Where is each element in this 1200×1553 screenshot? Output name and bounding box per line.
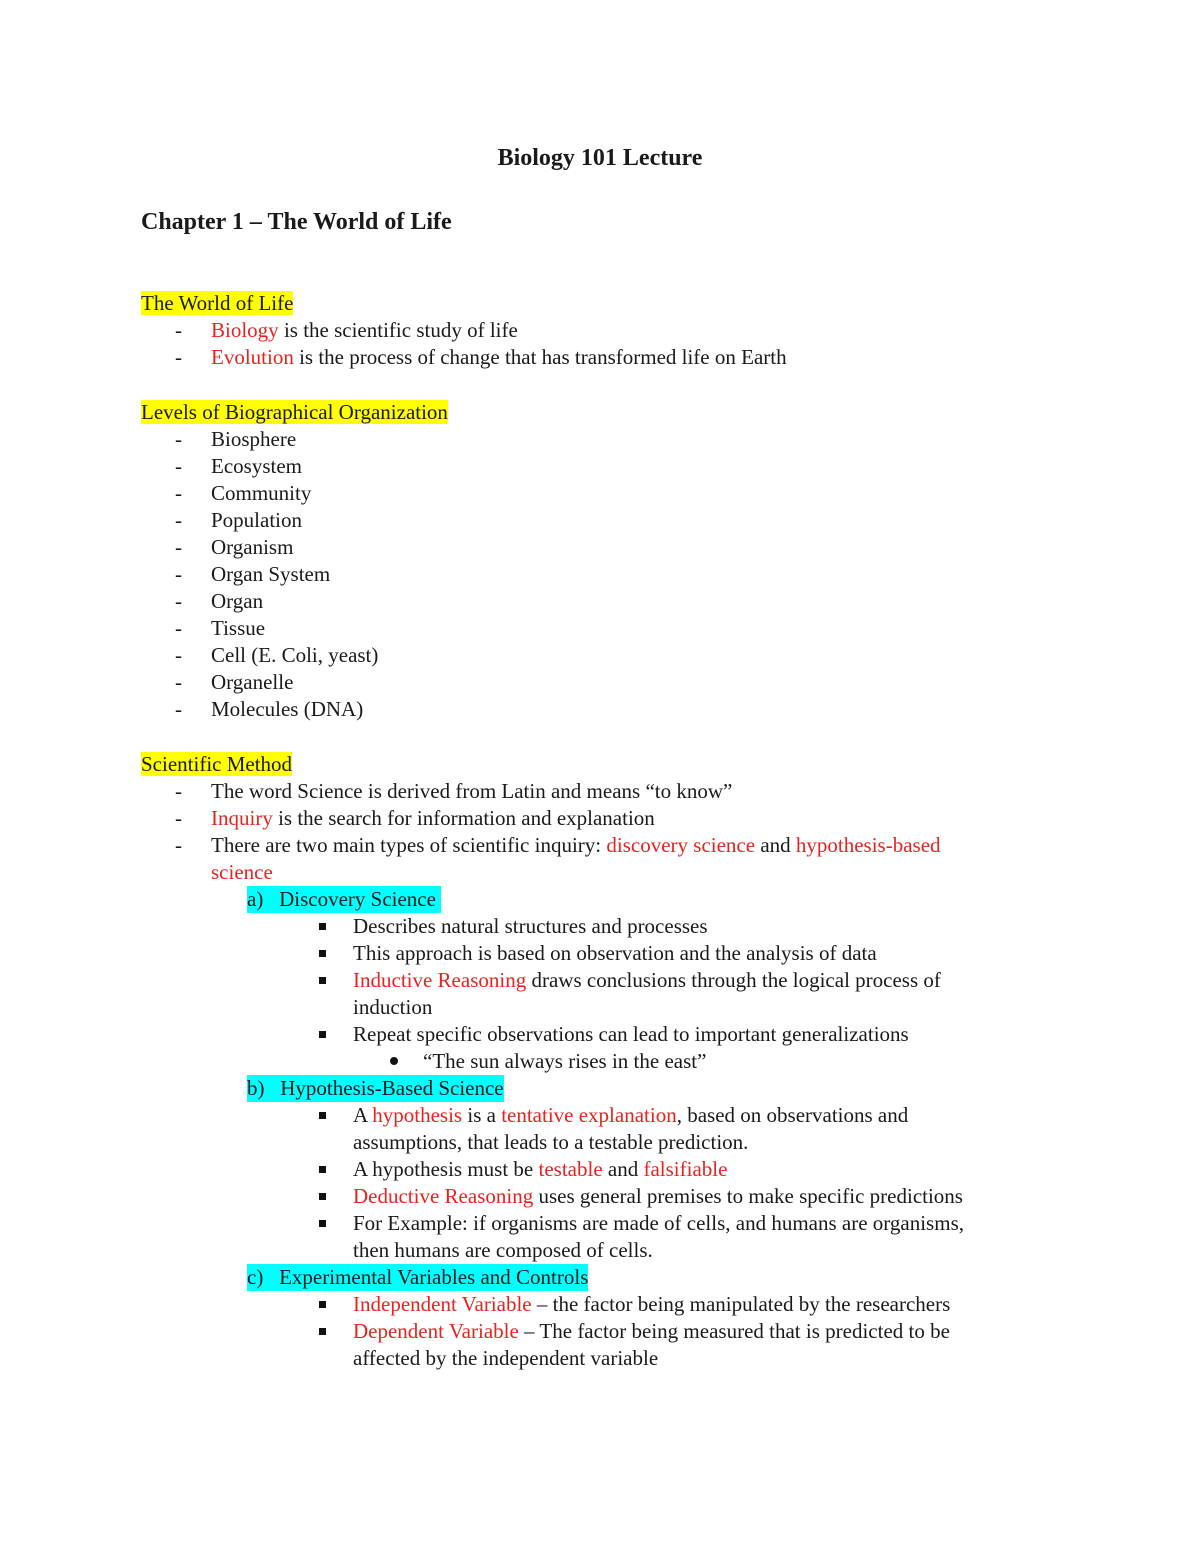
list-item (141, 480, 1051, 507)
list-item (141, 940, 1051, 967)
list-item-continuation (141, 994, 1051, 1021)
subsection-label: b) (247, 1076, 265, 1100)
item-text: is the process of change that has transformed life on Earth (293, 345, 787, 369)
item-text: The word Science is derived from Latin and means “to know” (211, 779, 733, 803)
key-term: Deductive Reasoning (353, 1184, 534, 1208)
dash-bullet: - (175, 589, 182, 613)
dash-bullet: - (175, 535, 182, 559)
list-item (141, 426, 1051, 453)
list-item (141, 317, 1051, 344)
list-item-continuation (141, 1345, 1051, 1372)
section-heading-levels (141, 399, 1051, 426)
square-bullet (319, 1193, 326, 1200)
item-text: , based on observations and (676, 1103, 909, 1127)
dash-bullet: - (175, 806, 182, 830)
list-item (141, 642, 1051, 669)
square-bullet (319, 1031, 326, 1038)
item-text: For Example: if organisms are made of cells, and humans are organisms, (353, 1211, 964, 1235)
key-term: falsifiable (643, 1157, 728, 1181)
list-item (141, 1183, 1051, 1210)
list-item (141, 913, 1051, 940)
highlighted-subheading (247, 1264, 588, 1291)
highlighted-heading: The World of Life (141, 291, 294, 315)
item-text: Biosphere (211, 427, 297, 451)
square-bullet (319, 1220, 326, 1227)
dash-bullet: - (175, 508, 182, 532)
dash-bullet: - (175, 318, 182, 342)
highlighted-subheading (247, 886, 441, 913)
item-text: Molecules (DNA) (211, 697, 364, 721)
list-item-continuation (141, 859, 1051, 886)
list-item (141, 805, 1051, 832)
list-item (141, 778, 1051, 805)
item-text: “The sun always rises in the east” (423, 1049, 707, 1073)
key-term: Biology (211, 318, 279, 342)
dash-bullet: - (175, 670, 182, 694)
list-item (141, 1021, 1051, 1048)
list-item (141, 615, 1051, 642)
item-text: then humans are composed of cells. (353, 1238, 653, 1262)
list-item (141, 534, 1051, 561)
list-item (141, 669, 1051, 696)
item-text: A hypothesis must be (353, 1157, 539, 1181)
round-bullet (390, 1057, 398, 1065)
list-item-continuation (141, 1237, 1051, 1264)
square-bullet (319, 1328, 326, 1335)
item-text: and (755, 833, 796, 857)
key-term: testable (538, 1157, 603, 1181)
item-text: Cell (E. Coli, yeast) (211, 643, 379, 667)
item-text: Tissue (211, 616, 266, 640)
dash-bullet: - (175, 643, 182, 667)
dash-bullet: - (175, 616, 182, 640)
subsection-heading-hypothesis (141, 1075, 1051, 1102)
dash-bullet: - (175, 481, 182, 505)
dash-bullet: - (175, 427, 182, 451)
key-term: tentative explanation (501, 1103, 677, 1127)
subsection-title: Experimental Variables and Controls (279, 1265, 589, 1289)
item-text: uses general premises to make specific predictions (533, 1184, 963, 1208)
subsection-heading-variables (141, 1264, 1051, 1291)
square-bullet (319, 923, 326, 930)
item-text: – The factor being measured that is predicted to be (518, 1319, 950, 1343)
dash-bullet: - (175, 697, 182, 721)
list-item (141, 588, 1051, 615)
list-item (141, 453, 1051, 480)
list-item (141, 344, 1051, 371)
subsection-label: a) (247, 887, 264, 911)
item-text: and (602, 1157, 644, 1181)
square-bullet (319, 977, 326, 984)
list-item (141, 1318, 1051, 1345)
key-term: Dependent Variable (353, 1319, 519, 1343)
key-term: science (211, 860, 273, 884)
item-text: assumptions, that leads to a testable prediction. (353, 1130, 749, 1154)
item-text: Organ (211, 589, 264, 613)
item-text: There are two main types of scientific inquiry: (211, 833, 607, 857)
chapter-heading: Chapter 1 – The World of Life (141, 209, 452, 235)
dash-bullet: - (175, 345, 182, 369)
list-item-continuation (141, 1129, 1051, 1156)
square-bullet (319, 1166, 326, 1173)
list-item (141, 696, 1051, 723)
nested-list-item (141, 1048, 1051, 1075)
subsection-title: Discovery Science (279, 887, 436, 911)
item-text: is the search for information and explanation (272, 806, 655, 830)
item-text: Describes natural structures and processes (353, 914, 708, 938)
subsection-label: c) (247, 1265, 264, 1289)
key-term: Evolution (211, 345, 294, 369)
list-item (141, 507, 1051, 534)
dash-bullet: - (175, 562, 182, 586)
list-item (141, 1156, 1051, 1183)
item-text: Organelle (211, 670, 294, 694)
list-item (141, 561, 1051, 588)
highlighted-heading: Levels of Biographical Organization (141, 400, 448, 424)
item-text: is the scientific study of life (278, 318, 518, 342)
key-term: Independent Variable (353, 1292, 532, 1316)
key-term: Inductive Reasoning (353, 968, 527, 992)
square-bullet (319, 1112, 326, 1119)
section-heading-world-of-life (141, 290, 1051, 317)
item-text: affected by the independent variable (353, 1346, 659, 1370)
key-term: Inquiry (211, 806, 273, 830)
item-text: A (353, 1103, 373, 1127)
item-text: This approach is based on observation and the analysis of data (353, 941, 877, 965)
dash-bullet: - (175, 833, 182, 857)
subsection-heading-discovery (141, 886, 1051, 913)
item-text: Community (211, 481, 312, 505)
list-item (141, 1102, 1051, 1129)
item-text: Organism (211, 535, 294, 559)
square-bullet (319, 1301, 326, 1308)
list-item (141, 1291, 1051, 1318)
item-text: is a (462, 1103, 502, 1127)
key-term: hypothesis (372, 1103, 463, 1127)
list-item (141, 967, 1051, 994)
dash-bullet: - (175, 454, 182, 478)
item-text: Population (211, 508, 303, 532)
section-heading-scientific-method (141, 751, 1051, 778)
item-text: – the factor being manipulated by the researchers (531, 1292, 951, 1316)
item-text: Ecosystem (211, 454, 302, 478)
highlighted-subheading (247, 1075, 504, 1102)
key-term: discovery science (606, 833, 756, 857)
item-text: Organ System (211, 562, 331, 586)
subsection-title: Hypothesis-Based Science (280, 1076, 504, 1100)
list-item (141, 1210, 1051, 1237)
square-bullet (319, 950, 326, 957)
item-text: induction (353, 995, 433, 1019)
list-item (141, 832, 1051, 859)
highlighted-heading: Scientific Method (141, 752, 293, 776)
item-text: draws conclusions through the logical process of (526, 968, 941, 992)
notes-body (141, 290, 1051, 1372)
key-term: hypothesis-based (795, 833, 941, 857)
document-title: Biology 101 Lecture (497, 145, 703, 171)
dash-bullet: - (175, 779, 182, 803)
item-text: Repeat specific observations can lead to important generalizations (353, 1022, 909, 1046)
